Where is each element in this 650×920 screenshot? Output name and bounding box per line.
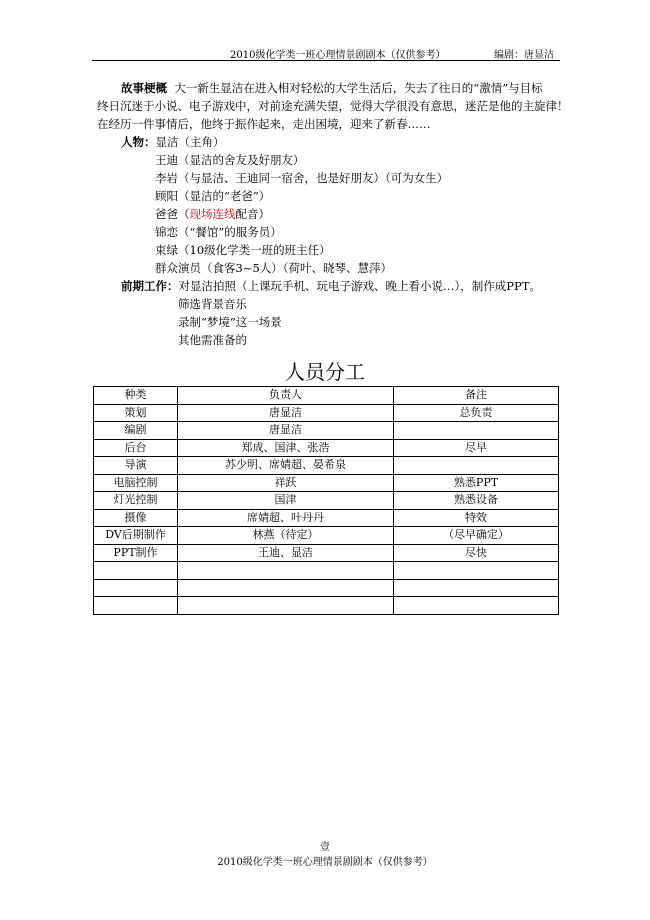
- table-cell: 总负责: [394, 404, 559, 422]
- table-cell: （尽早确定）: [394, 527, 559, 545]
- table-cell: 熟悉设备: [394, 492, 559, 510]
- prep-item: 筛选背景音乐: [178, 297, 247, 311]
- header-title: 2010级化学类一班心理情景剧剧本（仅供参考）: [230, 50, 446, 61]
- table-cell: 导演: [94, 457, 178, 475]
- prep-item: 录制“梦境”这一场景: [178, 315, 282, 329]
- table-row: [94, 474, 559, 492]
- header-cell: 备注: [394, 387, 559, 405]
- character-item: 李岩（与显洁、王迪同一宿舍，也是好朋友）（可为女生）: [155, 171, 449, 185]
- table-cell: 祥跃: [178, 474, 394, 492]
- table-cell: [394, 457, 559, 475]
- table-cell: [394, 579, 559, 597]
- staff-title: 人员分工: [285, 360, 365, 384]
- table-cell: 电脑控制: [94, 474, 178, 492]
- table-cell: [178, 562, 394, 580]
- live-link-highlight: 现场连线: [189, 207, 236, 221]
- table-cell: 尽早: [394, 439, 559, 457]
- table-cell: [178, 597, 394, 615]
- header-author: 编剧：唐显洁: [494, 50, 554, 61]
- character-item-dad: 爸爸（现场连线配音）: [155, 207, 270, 221]
- table-row-empty: [94, 562, 559, 580]
- character-item: 顾阳（显洁的“老爸”）: [155, 189, 271, 203]
- story-label: 故事梗概: [121, 81, 167, 95]
- character-item: 束绿（10级化学类一班的班主任）: [155, 243, 331, 257]
- prep-label: 前期工作: [121, 279, 167, 293]
- table-cell: 熟悉PPT: [394, 474, 559, 492]
- table-row: [94, 439, 559, 457]
- table-cell: [94, 597, 178, 615]
- table-cell: PPT制作: [94, 544, 178, 562]
- table-cell: 林燕（待定）: [178, 527, 394, 545]
- story-line-1: [121, 79, 543, 97]
- table-row-empty: [94, 597, 559, 615]
- prep-item-first: 对显洁拍照（上课玩手机、玩电子游戏、晚上看小说…），制作成PPT。: [178, 279, 541, 293]
- page-header: [92, 46, 560, 61]
- table-row: [94, 404, 559, 422]
- table-row: [94, 509, 559, 527]
- table-row: [94, 544, 559, 562]
- table-header-row: [94, 387, 559, 405]
- table-cell: 国津: [178, 492, 394, 510]
- character-main: 显洁（主角）: [155, 135, 225, 149]
- table-row: [94, 457, 559, 475]
- footer-page-number: 壹: [320, 842, 330, 853]
- characters-first-line: 人物：显洁（主角）: [121, 135, 225, 149]
- table-cell: 摄像: [94, 509, 178, 527]
- story-text-1: 大一新生显洁在进入相对轻松的大学生活后，失去了往日的“激情”与目标: [174, 81, 543, 95]
- table-row: [94, 527, 559, 545]
- table-cell: DV后期制作: [94, 527, 178, 545]
- staff-table: [93, 386, 559, 615]
- story-line-3: 在经历一件事情后，他终于振作起来，走出困境，迎来了新春……: [97, 117, 431, 131]
- table-row: [94, 492, 559, 510]
- table-cell: 灯光控制: [94, 492, 178, 510]
- table-cell: 尽快: [394, 544, 559, 562]
- prep-item: 其他需准备的: [178, 333, 247, 347]
- table-cell: [94, 579, 178, 597]
- story-line-2: 终日沉迷于小说、电子游戏中，对前途充满失望，觉得大学很没有意思，迷茫是他的主旋律！: [97, 99, 569, 113]
- table-cell: 苏少明、席婧超、晏希泉: [178, 457, 394, 475]
- prep-first-line: 前期工作：对显洁拍照（上课玩手机、玩电子游戏、晚上看小说…），制作成PPT。: [121, 279, 541, 293]
- table-cell: 特效: [394, 509, 559, 527]
- character-item: 锦恋（“餐馆”的服务员）: [155, 225, 282, 239]
- character-item: 群众演员（食客3~5人）（荷叶、晓琴、慧萍）: [155, 261, 393, 275]
- table-cell: 王迪、显洁: [178, 544, 394, 562]
- table-cell: 郑成、国津、张浩: [178, 439, 394, 457]
- table-cell: [178, 579, 394, 597]
- table-cell: 后台: [94, 439, 178, 457]
- table-cell: 席婧超、叶丹丹: [178, 509, 394, 527]
- footer-title: 2010级化学类一班心理情景剧剧本（仅供参考）: [217, 857, 433, 868]
- table-cell: 唐显洁: [178, 422, 394, 440]
- table-cell: [94, 562, 178, 580]
- table-row: [94, 422, 559, 440]
- table-cell: [394, 597, 559, 615]
- header-cell: 负责人: [178, 387, 394, 405]
- table-cell: 唐显洁: [178, 404, 394, 422]
- table-cell: [394, 562, 559, 580]
- header-cell: 种类: [94, 387, 178, 405]
- character-item: 王迪（显洁的舍友及好朋友）: [155, 153, 305, 167]
- table-cell: [394, 422, 559, 440]
- characters-label: 人物: [121, 135, 144, 149]
- table-row-empty: [94, 579, 559, 597]
- table-cell: 策划: [94, 404, 178, 422]
- table-cell: 编剧: [94, 422, 178, 440]
